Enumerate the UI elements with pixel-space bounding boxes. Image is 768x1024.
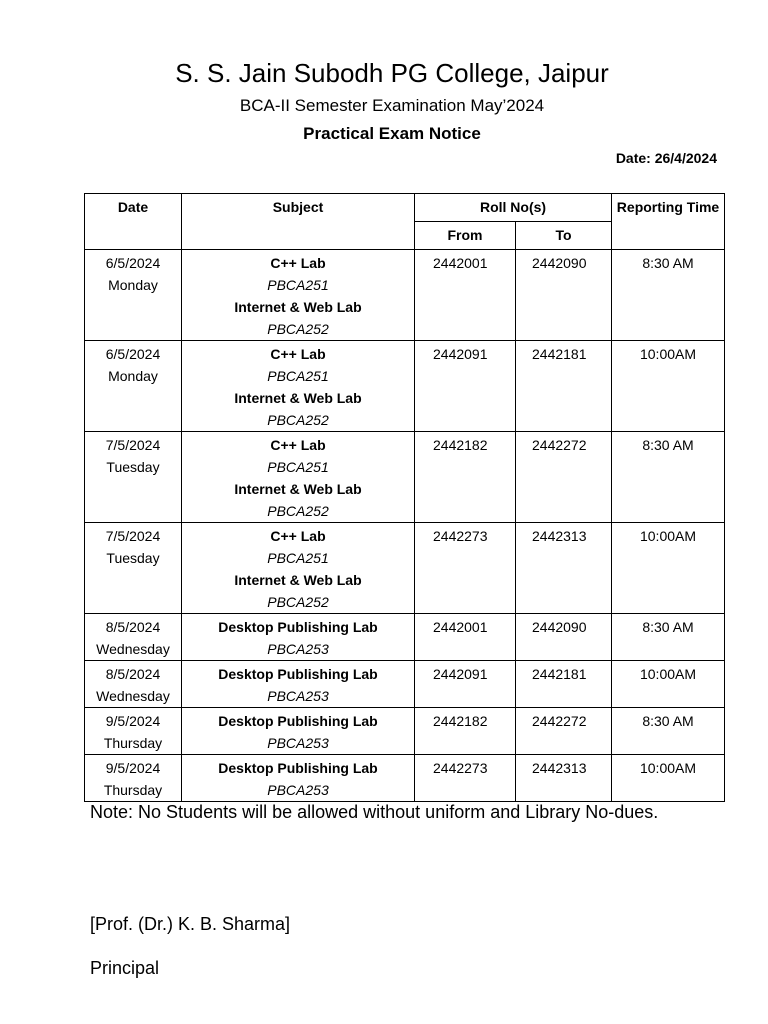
exam-day: Tuesday [106,459,160,475]
roll-from: 2442182 [415,432,516,523]
subject-cell [182,250,415,341]
date-cell [85,250,182,341]
college-title: S. S. Jain Subodh PG College, Jaipur [175,58,609,88]
table-row [85,250,725,341]
lab-name: Desktop Publishing Lab [218,666,378,682]
table-row [85,755,725,802]
exam-date: 8/5/2024 [105,666,161,682]
roll-from: 2442001 [415,250,516,341]
date-cell [85,661,182,708]
lab-name: C++ Lab [270,528,326,544]
lab-name: Desktop Publishing Lab [218,760,378,776]
subject-code: PBCA251 [267,277,329,293]
reporting-time: 8:30 AM [612,614,725,661]
date-cell [85,708,182,755]
roll-from: 2442001 [415,614,516,661]
subject-code: PBCA251 [267,368,329,384]
subject-code: PBCA253 [267,782,329,798]
table-row [85,341,725,432]
exam-date: 8/5/2024 [105,619,161,635]
reporting-time: 8:30 AM [612,432,725,523]
signatory-designation: Principal [90,958,160,978]
date-cell [85,432,182,523]
header-reporting-time: Reporting Time [612,194,725,250]
reporting-time: 10:00AM [612,523,725,614]
header-subject: Subject [182,194,415,250]
reporting-time: 10:00AM [612,755,725,802]
exam-schedule-table [84,193,725,802]
lab-name: Desktop Publishing Lab [218,619,378,635]
subject-code: PBCA252 [267,412,329,428]
roll-to: 2442181 [516,661,612,708]
reporting-time: 8:30 AM [612,250,725,341]
table-row [85,523,725,614]
header-to: To [516,222,612,250]
date-cell [85,755,182,802]
subject-code: PBCA252 [267,503,329,519]
table-row [85,661,725,708]
lab-name: C++ Lab [270,346,326,362]
subject-cell [182,755,415,802]
lab-name: C++ Lab [270,255,326,271]
roll-from: 2442091 [415,661,516,708]
subject-cell [182,661,415,708]
roll-to: 2442272 [516,432,612,523]
reporting-time: 10:00AM [612,661,725,708]
subject-cell [182,523,415,614]
header-date: Date [85,194,182,250]
header-roll-nos: Roll No(s) [415,194,612,222]
subject-code: PBCA252 [267,594,329,610]
roll-from: 2442182 [415,708,516,755]
lab-name: Internet & Web Lab [234,299,362,315]
exam-day: Monday [108,368,158,384]
roll-from: 2442091 [415,341,516,432]
exam-date: 6/5/2024 [105,346,161,362]
table-row [85,708,725,755]
subject-code: PBCA251 [267,550,329,566]
note-text: Note: No Students will be allowed without uniform and Library No-dues. [90,802,659,822]
header-from: From [415,222,516,250]
exam-date: 9/5/2024 [105,760,161,776]
exam-day: Monday [108,277,158,293]
exam-day: Wednesday [96,641,170,657]
subject-cell [182,708,415,755]
exam-day: Wednesday [96,688,170,704]
subject-code: PBCA252 [267,321,329,337]
notice-date: Date: 26/4/2024 [615,150,717,166]
date-cell [85,614,182,661]
lab-name: Internet & Web Lab [234,481,362,497]
roll-to: 2442272 [516,708,612,755]
roll-from: 2442273 [415,755,516,802]
signatory-name: [Prof. (Dr.) K. B. Sharma] [90,914,291,934]
exam-day: Thursday [103,782,163,798]
subject-code: PBCA253 [267,688,329,704]
notice-title: Practical Exam Notice [303,124,481,143]
table-row [85,614,725,661]
lab-name: C++ Lab [270,437,326,453]
lab-name: Desktop Publishing Lab [218,713,378,729]
exam-date: 7/5/2024 [105,437,161,453]
roll-to: 2442181 [516,341,612,432]
roll-to: 2442090 [516,250,612,341]
date-cell [85,341,182,432]
subject-code: PBCA253 [267,735,329,751]
lab-name: Internet & Web Lab [234,572,362,588]
roll-from: 2442273 [415,523,516,614]
subject-code: PBCA251 [267,459,329,475]
exam-date: 9/5/2024 [105,713,161,729]
exam-day: Thursday [103,735,163,751]
subject-code: PBCA253 [267,641,329,657]
roll-to: 2442313 [516,523,612,614]
lab-name: Internet & Web Lab [234,390,362,406]
subject-cell [182,341,415,432]
roll-to: 2442090 [516,614,612,661]
exam-subtitle: BCA-II Semester Examination May’2024 [239,96,545,115]
reporting-time: 8:30 AM [612,708,725,755]
exam-date: 7/5/2024 [105,528,161,544]
exam-date: 6/5/2024 [105,255,161,271]
subject-cell [182,614,415,661]
table-row [85,432,725,523]
roll-to: 2442313 [516,755,612,802]
subject-cell [182,432,415,523]
exam-day: Tuesday [106,550,160,566]
date-cell [85,523,182,614]
reporting-time: 10:00AM [612,341,725,432]
